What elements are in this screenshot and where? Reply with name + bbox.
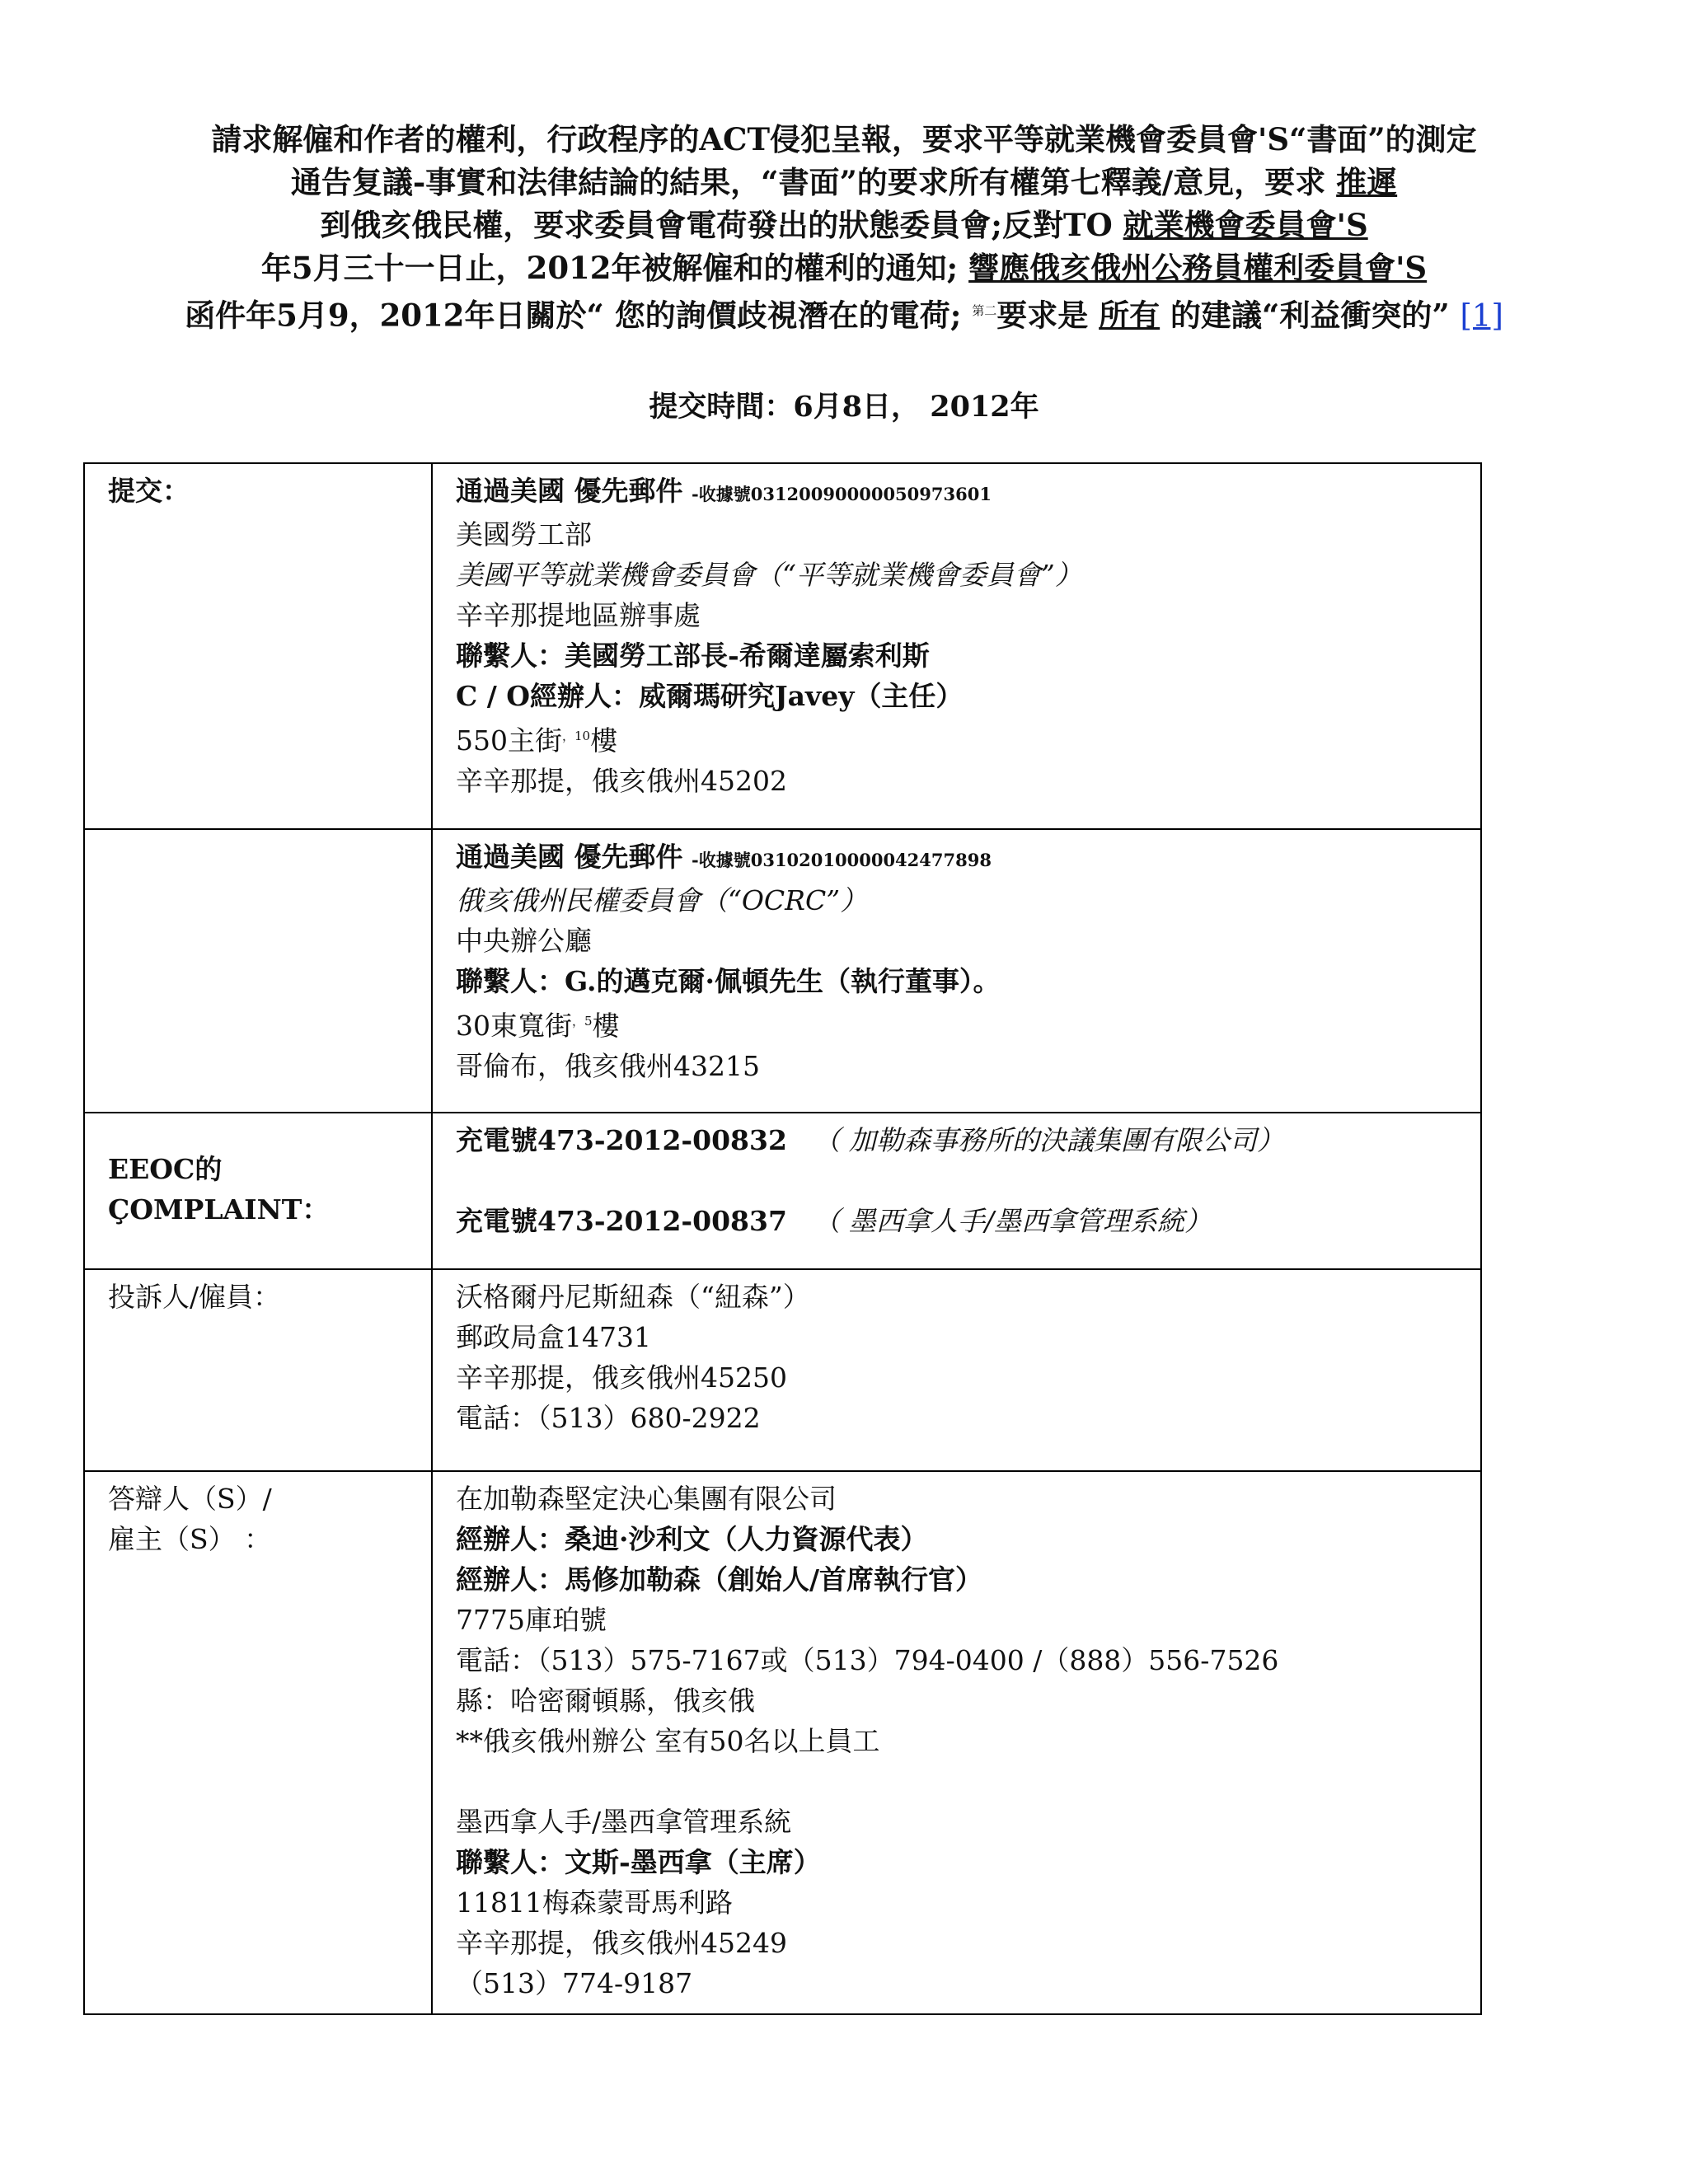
respondent-contact: 聯繫人：文斯-墨西拿（主席） [456,1846,821,1878]
address-floor-sup: ，10 [562,729,591,743]
recipient-line: 中央辦公廳 [456,925,592,957]
complainant-cell [432,1269,1481,1471]
respondent-company: 在加勒森堅定決心集團有限公司 [456,1483,837,1515]
document-heading [82,118,1606,337]
charge-number-text: 充電號473-2012-00837 [456,1205,787,1237]
recipient-attention: C / O經辦人：威爾瑪研究Javey（主任） [456,680,964,712]
recipient-address [456,716,1464,761]
respondent-label-cell [84,1471,432,2014]
submission-table [83,462,1482,2015]
submission-date: 提交時間：6月8日， 2012年 [649,390,1039,424]
heading-line-2-text: 通告复議-事實和法律結論的結果，“書面”的要求所有權第七釋義/意見，要求 [290,164,1337,200]
complainant-label: 投訴人/僱員： [108,1281,281,1313]
respondent-address: 7775庫珀號 [456,1604,607,1636]
heading-underlined-all: 所有 [1099,297,1160,334]
recipient-line: 俄亥俄州民權委員會（“OCRC”） [456,884,868,916]
address-floor-sup: ，5 [572,1014,593,1029]
respondent-cell [432,1471,1481,2014]
heading-line-5 [82,289,1606,337]
footnote-link[interactable]: [1] [1460,298,1503,334]
address-street: 30東寬街 [456,1010,572,1042]
heading-line-3-text: 到俄亥俄民權，要求委員會電荷發出的狀態委員會;反對TO [320,207,1123,243]
complaint-cell [432,1113,1481,1269]
submit-eeoc-cell [432,463,1481,829]
complaint-label-cell [84,1113,432,1269]
respondent-note: **俄亥俄州辦公 室有50名以上員工 [456,1725,880,1757]
respondent-county: 縣：哈密爾頓縣，俄亥俄 [456,1685,755,1717]
complainant-phone: 電話：（513）680-2922 [456,1402,761,1434]
respondent-address: 11811梅森蒙哥馬利路 [456,1886,733,1919]
heading-line-5-text-c: 的建議“利益衝突的” [1160,297,1461,334]
table-row [84,463,1481,829]
mail-method-text: 通過美國 優先郵件 [456,475,683,507]
address-street: 550主街 [456,724,562,757]
recipient-city: 辛辛那提，俄亥俄州45202 [456,765,787,797]
heading-line-5-text: 函件年5月9，2012年日關於“ 您的詢價歧視潛在的電荷; [185,297,973,334]
respondent-label-1: 答辯人（S）/ [108,1483,272,1515]
heading-superscript: 第二 [972,303,997,318]
recipient-city: 哥倫布，俄亥俄州43215 [456,1050,760,1082]
submit-label: 提交： [108,475,190,507]
respondent-label-2: 雇主（S） ： [108,1523,272,1555]
respondent-phone: 電話：（513）575-7167或（513）794-0400 /（888）556-7526 [456,1644,1279,1676]
recipient-line: 辛辛那提地區辦事處 [456,599,701,631]
respondent-company: 墨西拿人手/墨西拿管理系統 [456,1806,792,1838]
receipt-number: -收據號03102010000042477898 [692,850,992,870]
respondent-phone: （513）774-9187 [456,1967,693,1999]
respondent-city: 辛辛那提，俄亥俄州45249 [456,1927,787,1959]
address-floor: 樓 [590,724,618,757]
recipient-line: 美國勞工部 [456,518,592,551]
heading-underlined-postpone: 推遲 [1336,164,1398,200]
heading-line-5-text-b: 要求是 [996,297,1100,334]
charge-number-1 [456,1120,1464,1160]
respondent-contact: 經辦人：桑迪·沙利文（人力資源代表） [456,1523,928,1555]
empty-label-cell [84,829,432,1113]
table-row [84,1269,1481,1471]
heading-underlined-ohio: 響應俄亥俄州公務員權利委員會'S [968,250,1428,286]
charge-respondent: （ 墨西拿人手/墨西拿管理系統） [813,1205,1212,1237]
complainant-city: 辛辛那提，俄亥俄州45250 [456,1361,787,1394]
mail-method [456,471,1464,514]
recipient-contact: 聯繫人：G.的邁克爾·佩頓先生（執行董事）。 [456,965,1001,997]
mail-method-text: 通過美國 優先郵件 [456,841,683,873]
submit-ocrc-cell [432,829,1481,1113]
address-floor: 樓 [592,1010,620,1042]
heading-line-4 [82,246,1606,289]
spacer [456,1761,1464,1802]
charge-respondent: （ 加勒森事務所的決議集團有限公司） [813,1124,1284,1156]
complainant-name: 沃格爾丹尼斯紐森（“紐森”） [456,1281,810,1313]
table-row [84,829,1481,1113]
table-row [84,1113,1481,1269]
charge-number-text: 充電號473-2012-00832 [456,1124,787,1156]
charge-number-2 [456,1201,1464,1241]
submit-label-cell [84,463,432,829]
heading-line-3 [82,204,1606,246]
mail-method [456,837,1464,880]
table-row [84,1471,1481,2014]
spacer [456,1160,1464,1201]
recipient-address [456,1001,1464,1046]
complainant-label-cell [84,1269,432,1471]
recipient-line: 美國平等就業機會委員會（“平等就業機會委員會”） [456,559,1082,591]
recipient-contact: 聯繫人：美國勞工部長-希爾達屬索利斯 [456,640,930,672]
heading-line-2 [82,161,1606,204]
complainant-po-box: 郵政局盒14731 [456,1321,651,1353]
receipt-number: -收據號03120090000050973601 [692,484,992,504]
heading-line-4-text: 年5月三十一日止，2012年被解僱和的權利的通知; [260,250,969,286]
heading-line-1: 請求解僱和作者的權利，行政程序的ACT侵犯呈報，要求平等就業機會委員會'S“書面”的測定 [211,121,1477,157]
respondent-contact: 經辦人：馬修加勒森（創始人/首席執行官） [456,1563,983,1596]
complaint-label: EEOC的ÇOMPLAINT： [108,1153,330,1226]
heading-underlined-eeoc: 就業機會委員會'S [1123,207,1368,243]
